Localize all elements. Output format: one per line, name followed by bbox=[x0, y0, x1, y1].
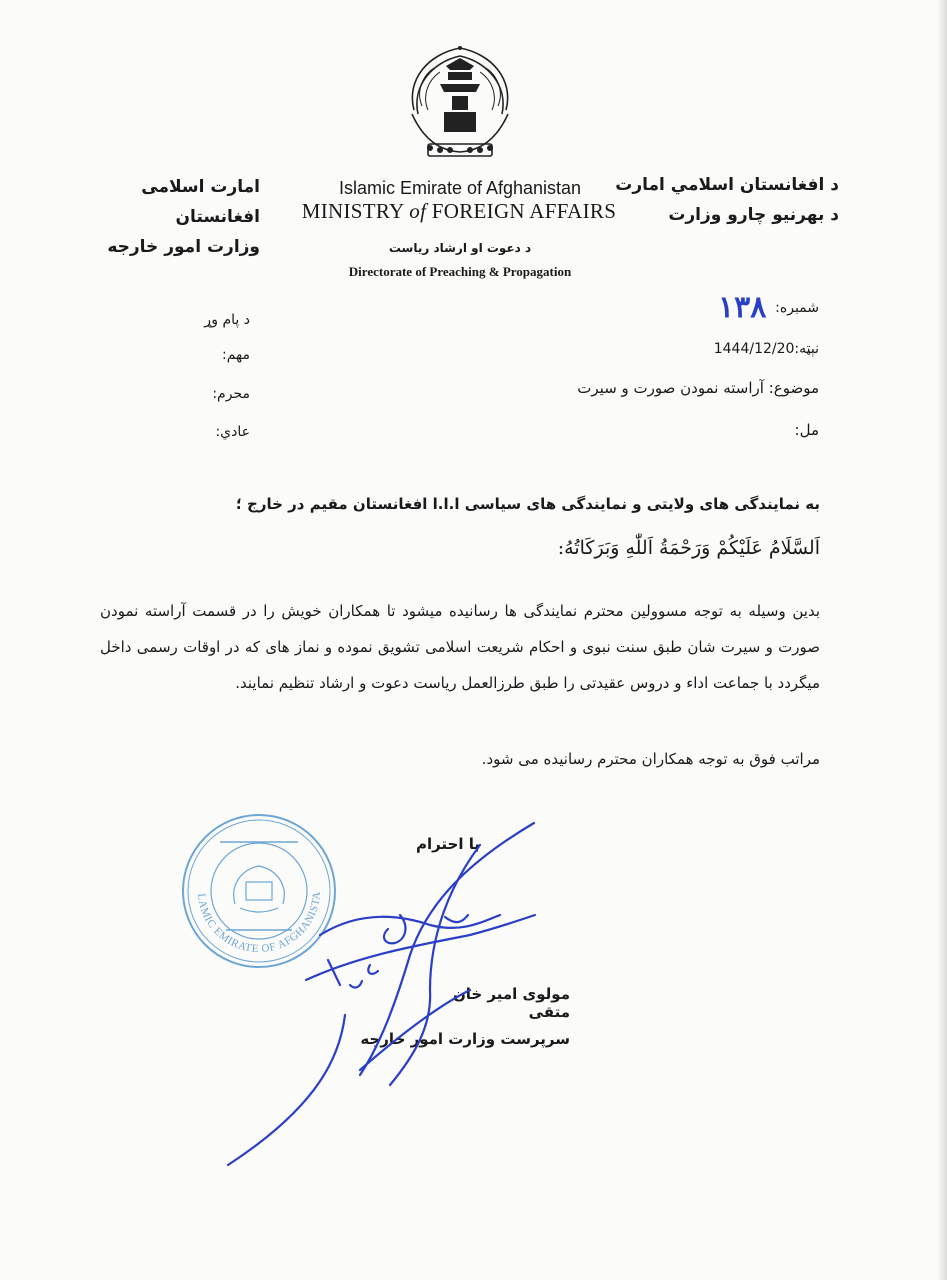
closing-line: مراتب فوق به توجه همکاران محترم رسانیده می شود. bbox=[481, 750, 820, 768]
classification-title: د پام وړ bbox=[204, 312, 250, 328]
header-dari-line1: امارت اسلامی افغانستان bbox=[141, 177, 260, 227]
emblem-icon bbox=[398, 40, 522, 165]
signer-title: سرپرست وزارت امور خارجه bbox=[360, 1030, 570, 1048]
header-pashto-line1: د افغانستان اسلامي امارت bbox=[615, 175, 839, 195]
subject-label: موضوع: bbox=[768, 379, 819, 397]
addressee: به نمایندگی های ولایتی و نمایندگی های سیاسی ا.ا.ا افغانستان مقیم در خارج ؛ bbox=[235, 495, 820, 513]
header-english-line1: Islamic Emirate of Afghanistan bbox=[338, 178, 582, 198]
attachment-label: مل: bbox=[794, 421, 819, 439]
header-dari bbox=[100, 172, 260, 262]
header-english-foreign-affairs: FOREIGN AFFAIRS bbox=[431, 199, 617, 223]
header-english-of: of bbox=[409, 199, 427, 223]
date-value: 1444/12/20 bbox=[713, 341, 795, 357]
directorate-pashto: د دعوت او ارشاد رياست bbox=[388, 241, 532, 255]
header-dari-line2: وزارت امور خارجه bbox=[107, 237, 260, 257]
date-label: نېټه: bbox=[794, 341, 819, 357]
regards: با احترام bbox=[415, 835, 480, 853]
number-value: ١٣٨ bbox=[718, 290, 767, 325]
header-english-line2 bbox=[298, 199, 620, 224]
signer-name: مولوی امیر خان متقی bbox=[452, 985, 570, 1021]
number-label: شمبره: bbox=[775, 300, 819, 316]
classification-confidential: محرم: bbox=[212, 386, 250, 402]
page-edge-shadow bbox=[937, 0, 947, 1280]
header-pashto-line2: د بهرنيو چارو وزارت bbox=[668, 205, 839, 225]
svg-text:ISLAMIC EMIRATE OF AFGHANISTAN: LAMIC EMIRATE OF AFGHANISTA bbox=[194, 890, 324, 956]
subject-row bbox=[577, 379, 819, 397]
classification-important: مهم: bbox=[222, 347, 250, 363]
classification-normal: عادي: bbox=[215, 424, 250, 440]
date-row bbox=[714, 341, 819, 357]
subject-value: آراسته نمودن صورت و سیرت bbox=[577, 379, 764, 397]
handwritten-signature bbox=[200, 815, 620, 1175]
header-english-ministry: MINISTRY bbox=[301, 199, 410, 223]
directorate-english: Directorate of Preaching & Propagation bbox=[348, 264, 572, 279]
header-pashto bbox=[615, 170, 839, 230]
salutation: اَلسَّلَامُ عَلَيْكُمْ وَرَحْمَةُ اَللّٰهِ وَبَرَكَاتُهُ: bbox=[557, 537, 820, 559]
body-paragraph: بدین وسیله به توجه مسوولین محترم نمایندگی ها رسانیده میشود تا همکاران خویش را در قسمت آراسته نمودن صورت و سیرت شان طبق سنت نبوی و احکام شریعت اسلامی تشویق نموده و نماز های که در اوقات رسمی داخل میگردد با جماعت اداء و دروس عقیدتی را طبق طرزالعمل ریاست دعوت و ارشاد تنظیم نمایند. bbox=[100, 602, 820, 692]
